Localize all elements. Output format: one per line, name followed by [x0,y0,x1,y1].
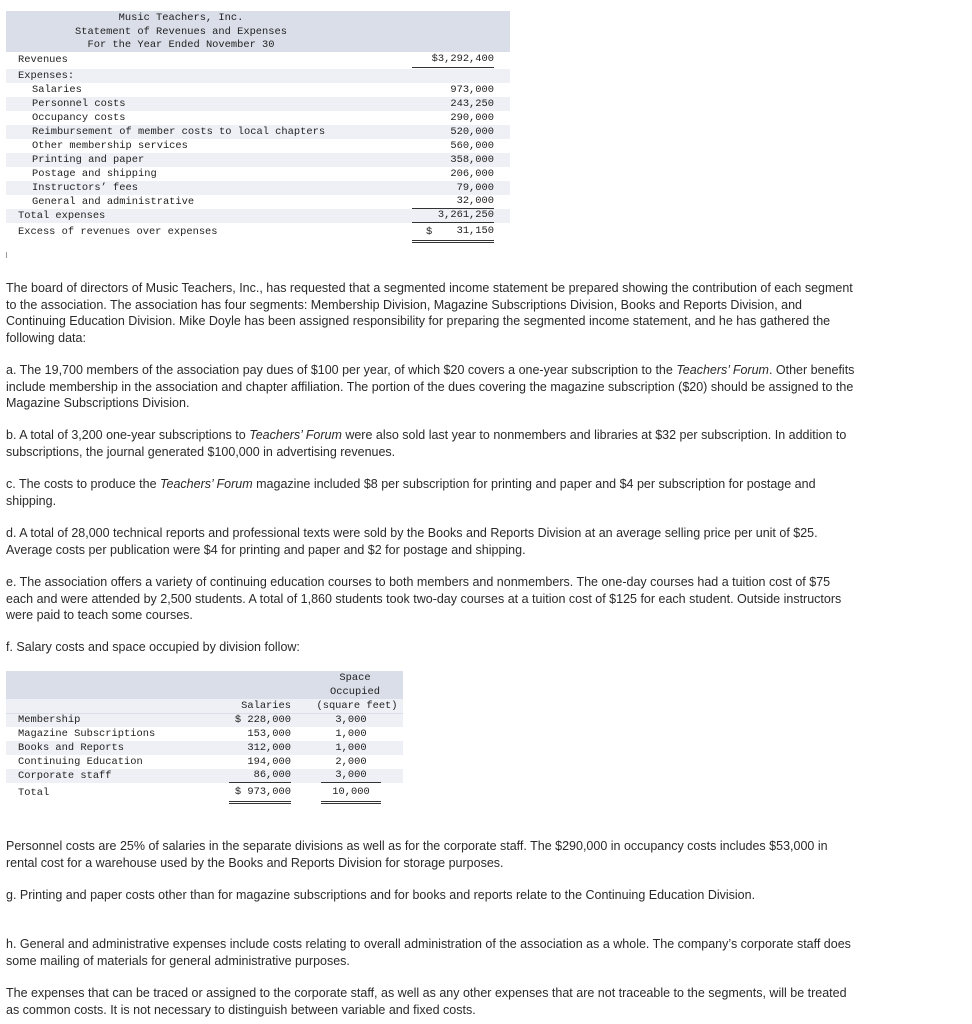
item-a-text-cont: . Other benefits include membership in the association and chapter affiliation. The portion of the dues covering the magazine subscription ($20) should be assigned to the Magazine Subscriptions Division. [6,363,855,410]
item-a-paragraph [6,362,856,412]
item-a-emphasis: Teachers’ Forum [676,363,769,377]
row-label: Magazine Subscriptions [18,728,156,740]
item-c-text: c. The costs to produce the [6,477,161,491]
excess-value: 31,150 [412,223,494,243]
item-b-text-cont: were also sold last year to nonmembers and libraries at $32 per subscription. In addition to subscriptions, the journal generated $100,000 in advertising revenues. [6,428,847,459]
row-salaries: 312,000 [247,742,291,754]
item-b-emphasis: Teachers’ Forum [249,428,342,442]
expense-value: 32,000 [412,195,494,209]
table-row [6,769,403,783]
company-name: Music Teachers, Inc. [118,12,244,24]
revenues-value: $3,292,400 [412,52,494,68]
expense-value: 206,000 [450,168,494,180]
expense-label: General and administrative [32,196,195,208]
expense-label: Personnel costs [32,98,126,110]
row-salaries: 153,000 [247,728,291,740]
space-header [313,672,397,699]
item-c-emphasis: Teachers’ Forum [160,477,253,491]
space-header-line: Space [339,672,371,684]
row-salaries: 194,000 [247,756,291,768]
statement-title: Statement of Revenues and Expenses [74,25,287,38]
total-expenses-row [6,209,510,223]
expense-label: Reimbursement of member costs to local chapters [32,126,326,138]
row-salaries: 86,000 [229,769,291,783]
excess-row [6,223,510,242]
revenues-label: Revenues [18,54,68,66]
expense-label: Printing and paper [32,154,145,166]
row-space: 1,000 [335,742,367,754]
item-c-text-cont: magazine included $8 per subscription for printing and paper and $4 per subscription for postage and shipping. [6,477,816,508]
expense-label: Instructors’ fees [32,182,139,194]
table-row [6,727,403,741]
expense-row [6,153,510,167]
item-a-text: a. The 19,700 members of the association pay dues of $100 per year, of which $20 covers a one-year subscription to the [6,363,677,377]
row-space: 3,000 [335,714,367,726]
expense-value: 290,000 [450,112,494,124]
expense-row [6,125,510,139]
expense-row [6,83,510,97]
personnel-paragraph: Personnel costs are 25% of salaries in the separate divisions as well as for the corporate staff. The $290,000 in occupancy costs includes $53,000 in rental cost for a warehouse used by the Books and Reports Division for storage purposes. [6,839,828,870]
space-header-line: Occupied [330,685,380,698]
row-space: 1,000 [335,728,367,740]
space-header-units: (square feet) [316,700,398,712]
income-statement [6,11,510,242]
item-c-paragraph [6,476,856,509]
statement-period: For the Year Ended November 30 [87,39,275,51]
expense-value: 243,250 [450,98,494,110]
expense-label: Other membership services [32,140,188,152]
revenues-row [6,52,510,69]
expense-value: 520,000 [450,126,494,138]
closing-paragraph: The expenses that can be traced or assigned to the corporate staff, as well as any other expenses that are not traceable to the segments, will be treated as common costs. It is not necessary to distinguish between variable and fixed costs. [6,986,847,1017]
total-row [6,783,403,814]
row-space: 2,000 [335,756,367,768]
total-expenses-value: 3,261,250 [412,209,494,223]
expense-value: 79,000 [456,182,494,194]
row-salaries: $ 228,000 [234,714,291,726]
total-space: 10,000 [321,784,381,804]
table-row [6,713,403,727]
expense-label: Occupancy costs [32,112,126,124]
expense-row [6,181,510,195]
table-row [6,741,403,755]
row-label: Corporate staff [18,770,112,782]
total-salaries: $ 973,000 [229,784,291,804]
table-row [6,755,403,769]
item-d-paragraph: d. A total of 28,000 technical reports and professional texts were sold by the Books and Reports Division at an average selling price per unit of $25. Average costs per publication were $4 for printing and paper and $2 for postage and shipping. [6,526,818,557]
row-label: Books and Reports [18,742,125,754]
item-b-paragraph [6,427,856,460]
expense-value: 358,000 [450,154,494,166]
row-label: Continuing Education [18,756,143,768]
expense-row [6,167,510,181]
item-b-text: b. A total of 3,200 one-year subscriptions to [6,428,250,442]
divider [6,252,11,258]
excess-dollar: $ [426,226,433,238]
expenses-label: Expenses: [18,70,75,82]
item-g-paragraph: g. Printing and paper costs other than for magazine subscriptions and for books and reports relate to the Continuing Education Division. [6,888,756,902]
expense-row [6,139,510,153]
expense-value: 973,000 [450,84,494,96]
statement-header [6,11,510,52]
salary-table-subheader [6,699,403,713]
salaries-header: Salaries [241,700,291,712]
total-expenses-label: Total expenses [18,210,106,222]
expense-row [6,195,510,209]
expenses-header-row [6,69,510,83]
intro-paragraph: The board of directors of Music Teachers, Inc., has requested that a segmented income statement be prepared showing the contribution of each segment to the association. The association has four segments: Membership Division, Magazine Subscriptions Division, Books and Reports Division, and Continuing Education Division. Mike Doyle has been assigned responsibility for preparing the segmented income statement, and he has gathered the following data: [6,281,853,345]
row-label: Membership [18,714,81,726]
expense-value: 560,000 [450,140,494,152]
item-h-paragraph: h. General and administrative expenses include costs relating to overall administration of the association as a whole. The company’s corporate staff does some mailing of materials for general administrative purposes. [6,937,851,968]
item-f-paragraph: f. Salary costs and space occupied by division follow: [6,640,300,654]
total-label: Total [18,787,50,799]
row-space: 3,000 [321,769,381,783]
item-e-paragraph: e. The association offers a variety of continuing education courses to both members and nonmembers. The one-day courses had a tuition cost of $75 each and were attended by 2,500 students. A total of 1,860 students took two-day courses at a tuition cost of $125 for each student. Outside instructors were paid to teach some courses. [6,575,842,622]
expense-row [6,97,510,111]
salary-table [6,671,403,814]
expense-row [6,111,510,125]
expense-label: Salaries [32,84,82,96]
excess-label: Excess of revenues over expenses [18,226,218,238]
expense-label: Postage and shipping [32,168,157,180]
